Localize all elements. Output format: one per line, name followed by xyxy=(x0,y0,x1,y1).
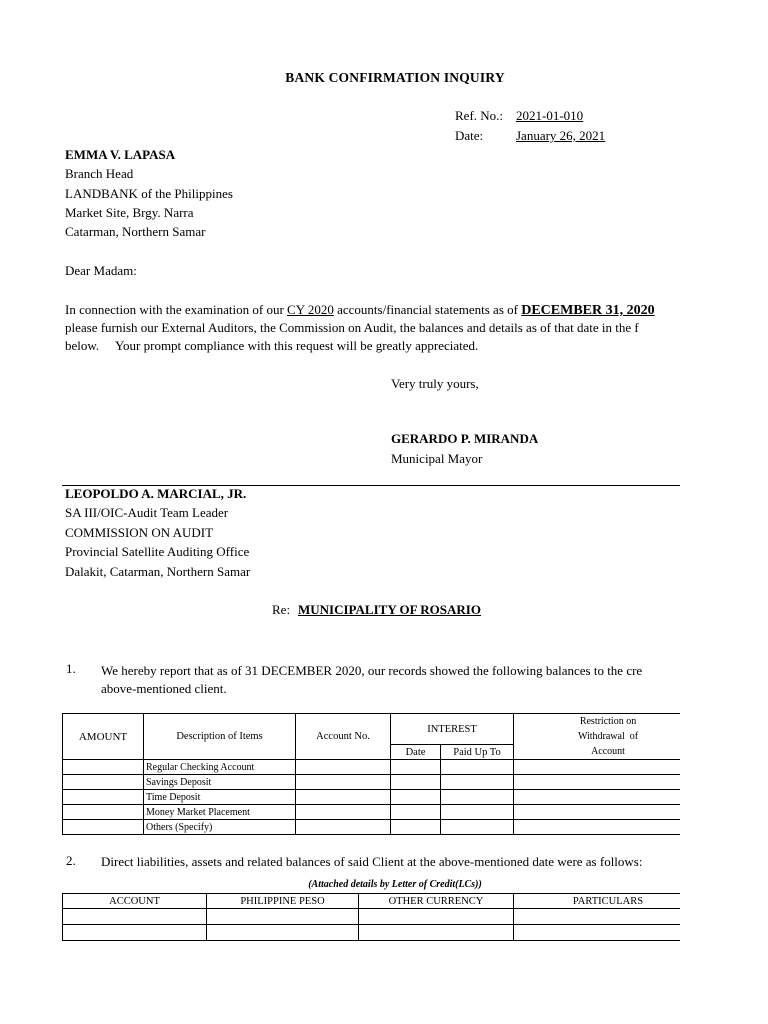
document-title: BANK CONFIRMATION INQUIRY xyxy=(285,70,505,85)
header-restriction xyxy=(514,714,680,760)
item-1-line-1: We hereby report that as of 31 DECEMBER 2020, our records showed the following balances to the cre xyxy=(101,663,643,678)
row-item-label: Savings Deposit xyxy=(144,775,296,790)
body-line-2: please furnish our External Auditors, the Commission on Audit, the balances and details as of that date in the f xyxy=(65,320,639,335)
row-item-label: Time Deposit xyxy=(144,790,296,805)
ref-label: Ref. No.: xyxy=(455,108,504,123)
table-row xyxy=(63,790,681,805)
body-text-a: In connection with the examination of our xyxy=(65,302,288,317)
balances-table xyxy=(62,713,680,835)
table-row xyxy=(63,925,681,941)
re-label: Re: xyxy=(272,602,291,617)
body-text-b: accounts/financial statements as of xyxy=(333,302,522,317)
liabilities-table xyxy=(62,893,680,941)
table-row xyxy=(63,760,681,775)
header-restriction-line-1: Restriction on xyxy=(579,716,637,727)
item-2-number: 2. xyxy=(66,853,76,868)
auditor-address: Dalakit, Catarman, Northern Samar xyxy=(65,564,251,579)
header-restriction-line-2: Withdrawal of xyxy=(577,731,639,742)
signatory-name: GERARDO P. MIRANDA xyxy=(391,431,539,446)
attachment-caption: (Attached details by Letter of Credit(LCs)) xyxy=(308,879,482,890)
body-line-3: below. Your prompt compliance with this request will be greatly appreciated. xyxy=(65,338,479,353)
recipient-address-line1: Market Site, Brgy. Narra xyxy=(65,205,194,220)
statement-date: DECEMBER 31, 2020 xyxy=(521,303,655,318)
date-value: January 26, 2021 xyxy=(516,128,606,143)
row-item-label: Regular Checking Account xyxy=(144,760,296,775)
header-restriction-line-3: Account xyxy=(591,746,625,757)
auditor-position: SA III/OIC-Audit Team Leader xyxy=(65,505,229,520)
header-account: ACCOUNT xyxy=(63,894,207,909)
item-1-line-2: above-mentioned client. xyxy=(101,681,227,696)
body-line-1 xyxy=(65,302,655,319)
recipient-address-line2: Catarman, Northern Samar xyxy=(65,224,206,239)
date-label: Date: xyxy=(455,128,484,143)
item-2-text: Direct liabilities, assets and related balances of said Client at the above-mentioned date were as follows: xyxy=(101,854,643,869)
header-account-no: Account No. xyxy=(296,714,391,760)
table-row xyxy=(63,775,681,790)
header-philippine-peso: PHILIPPINE PESO xyxy=(207,894,359,909)
auditor-org: COMMISSION ON AUDIT xyxy=(65,525,214,540)
ref-number: 2021-01-010 xyxy=(516,108,584,123)
salutation: Dear Madam: xyxy=(65,263,137,278)
table-row xyxy=(63,909,681,925)
table-row xyxy=(63,805,681,820)
recipient-position: Branch Head xyxy=(65,166,134,181)
table-row xyxy=(63,820,681,835)
closing: Very truly yours, xyxy=(391,376,479,391)
header-particulars: PARTICULARS xyxy=(514,894,681,909)
header-date: Date xyxy=(391,745,441,760)
header-interest: INTEREST xyxy=(391,714,514,745)
client-name: MUNICIPALITY OF ROSARIO xyxy=(298,602,481,617)
recipient-name: EMMA V. LAPASA xyxy=(65,147,176,162)
recipient-bank: LANDBANK of the Philippines xyxy=(65,186,233,201)
header-paid-up-to: Paid Up To xyxy=(441,745,514,760)
header-other-currency: OTHER CURRENCY xyxy=(359,894,514,909)
signatory-title: Municipal Mayor xyxy=(391,451,483,466)
row-item-label: Others (Specify) xyxy=(144,820,296,835)
item-1-number: 1. xyxy=(66,661,76,676)
row-item-label: Money Market Placement xyxy=(144,805,296,820)
header-description: Description of Items xyxy=(144,714,296,760)
auditor-office: Provincial Satellite Auditing Office xyxy=(65,544,250,559)
auditor-name: LEOPOLDO A. MARCIAL, JR. xyxy=(65,486,247,501)
calendar-year: CY 2020 xyxy=(287,302,334,317)
header-amount: AMOUNT xyxy=(63,714,144,760)
